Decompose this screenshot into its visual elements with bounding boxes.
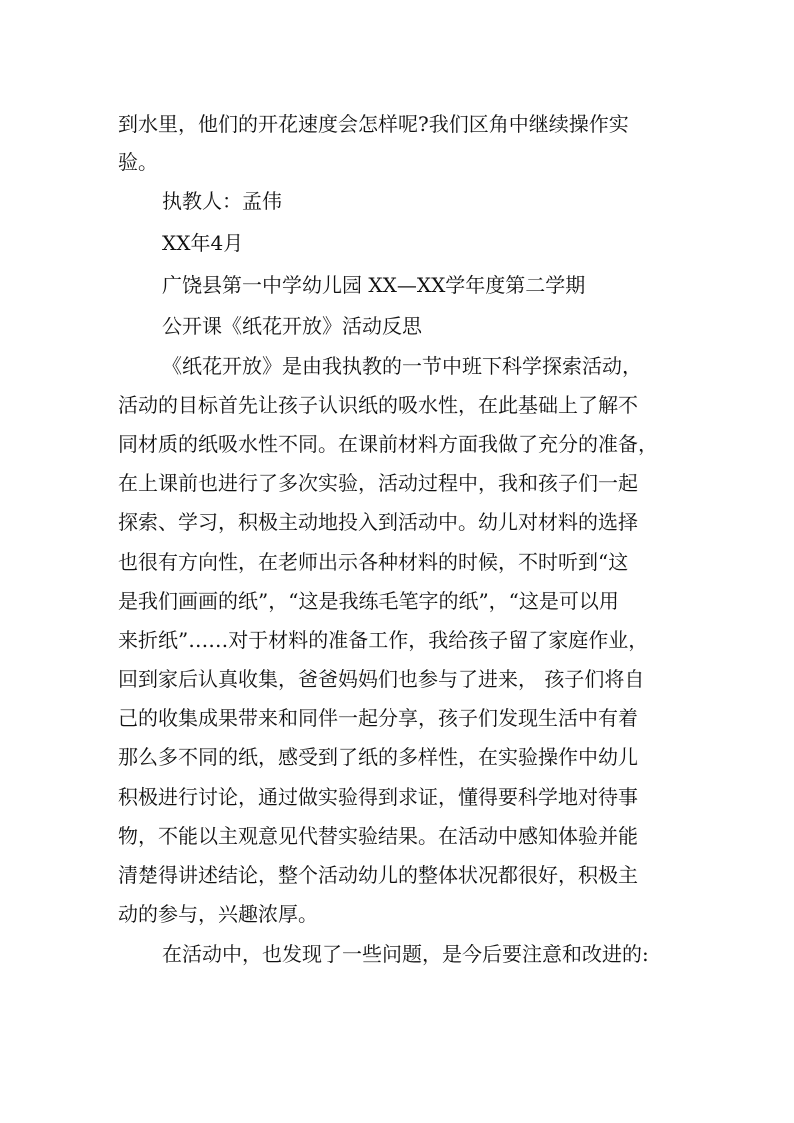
text-line: 执教人：孟伟 [162,189,282,213]
text-line: 也很有方向性，在老师出示各种材料的时候，不时听到“这 [118,550,629,574]
text-line: 验。 [118,150,158,174]
text-line: 清楚得讲述结论，整个活动幼儿的整体状况都很好，积极主 [118,863,638,887]
text-line: XX年4月 [162,231,244,255]
text-line: 活动的目标首先让孩子认识纸的吸水性，在此基础上了解不 [118,393,638,417]
text-line: 在活动中，也发现了一些问题，是今后要注意和改进的: [162,942,649,966]
text-line: 《纸花开放》是由我执教的一节中班下科学探索活动， [162,354,642,378]
text-line: 广饶县第一中学幼儿园 XX—XX学年度第二学期 [162,273,586,297]
text-line: 到水里，他们的开花速度会怎样呢?我们区角中继续操作实 [118,112,629,136]
text-line: 己的收集成果带来和同伴一起分享，孩子们发现生活中有着 [118,706,638,730]
text-line: 那么多不同的纸，感受到了纸的多样性，在实验操作中幼儿 [118,745,638,769]
text-line: 动的参与，兴趣浓厚。 [118,902,318,926]
text-line: 物，不能以主观意见代替实验结果。在活动中感知体验并能 [118,824,638,848]
text-line: 探索、学习，积极主动地投入到活动中。幼儿对材料的选择 [118,510,638,534]
text-line: 回到家后认真收集，爸爸妈妈们也参与了进来， 孩子们将自 [118,667,645,691]
text-line: 积极进行讨论，通过做实验得到求证，懂得要科学地对待事 [118,785,638,809]
text-line: 是我们画画的纸”，“这是我练毛笔字的纸”，“这是可以用 [118,589,619,613]
text-line: 公开课《纸花开放》活动反思 [162,314,422,338]
text-line: 同材质的纸吸水性不同。在课前材料方面我做了充分的准备， [118,432,658,456]
text-line: 在上课前也进行了多次实验，活动过程中，我和孩子们一起 [118,471,638,495]
text-line: 来折纸”……对于材料的准备工作，我给孩子留了家庭作业， [118,628,649,652]
